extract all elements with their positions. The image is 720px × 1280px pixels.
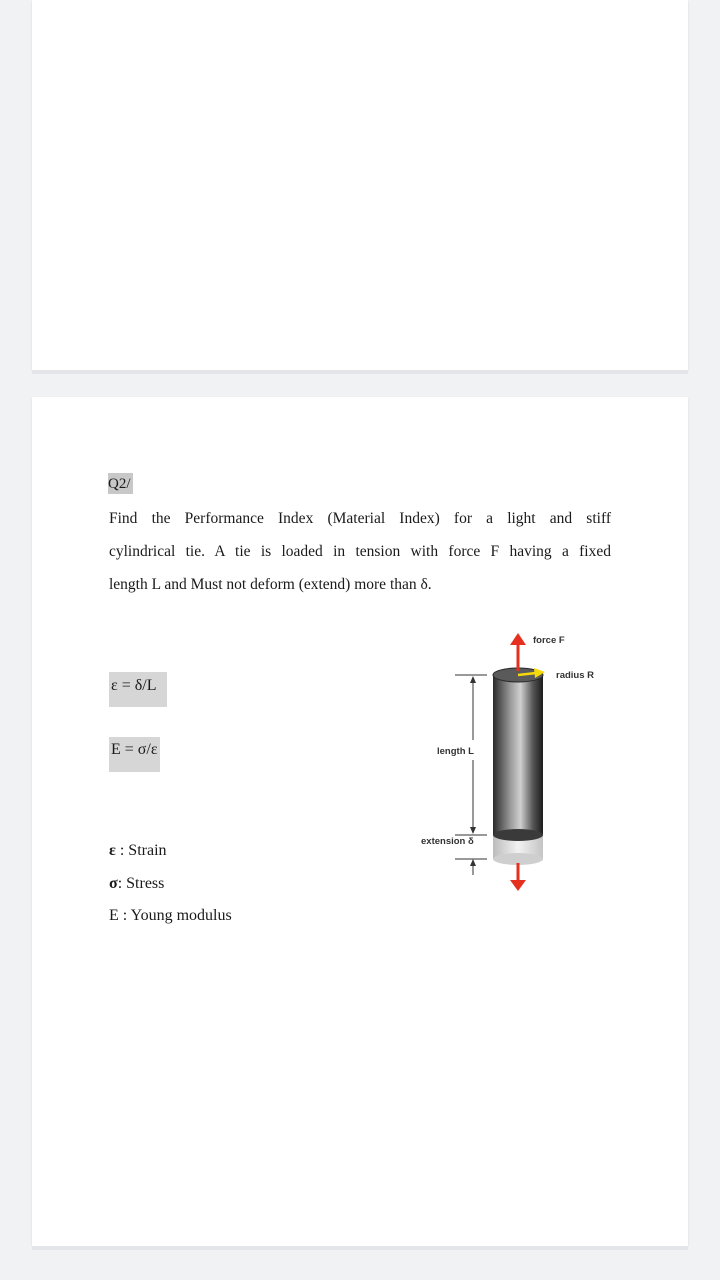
legend-modulus: [109, 906, 232, 926]
extension-arrow-up: [470, 859, 476, 866]
question-text: [109, 502, 611, 601]
question-line-2: cylindrical tie. A tie is loaded in tension with force F having a fixed: [109, 543, 611, 560]
length-arrow-down: [470, 827, 476, 834]
page-divider: [32, 370, 688, 374]
legend-modulus-text: : Young modulus: [118, 907, 232, 924]
tie-diagram: [405, 625, 615, 895]
question-label: Q2/: [108, 473, 133, 494]
legend-strain: [109, 841, 167, 861]
length-label: length L: [437, 746, 474, 757]
legend-stress-symbol: σ: [109, 875, 118, 892]
force-arrow-top-head: [510, 633, 526, 645]
force-arrow-bottom-head: [510, 880, 526, 891]
rod-bottom-edge: [493, 829, 543, 841]
legend-stress-text: : Stress: [117, 875, 165, 892]
question-line-3: length L and Must not deform (extend) more than δ.: [109, 576, 432, 593]
radius-label: radius R: [556, 670, 595, 681]
rod-body: [493, 675, 543, 835]
modulus-formula: E = σ/ε: [109, 737, 160, 772]
legend-stress: [109, 874, 164, 894]
force-label: force F: [533, 635, 565, 646]
page-bottom-edge: [32, 1246, 688, 1250]
strain-formula: ε = δ/L: [109, 672, 167, 707]
legend-strain-symbol: ε: [109, 842, 116, 859]
question-line-1: Find the Performance Index (Material Index) for a light and stiff: [109, 510, 611, 527]
length-arrow-up: [470, 676, 476, 683]
blank-page-top: [32, 0, 688, 370]
legend-strain-text: : Strain: [115, 842, 167, 859]
extension-label: extension δ: [421, 836, 474, 847]
legend-modulus-symbol: E: [109, 907, 119, 924]
